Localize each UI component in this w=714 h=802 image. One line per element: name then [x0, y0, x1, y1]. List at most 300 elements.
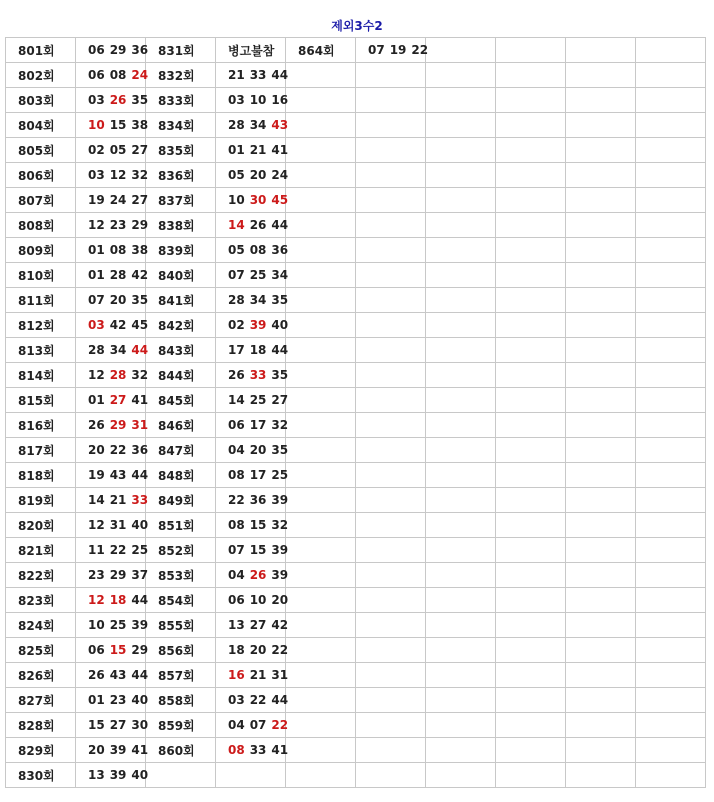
number: 08 [109, 243, 127, 257]
number: 01 [88, 693, 105, 707]
text-cell: 853회 [146, 563, 216, 588]
empty-cell [496, 388, 566, 413]
empty-cell [566, 713, 636, 738]
number: 38 [131, 243, 149, 257]
text-cell: 843회 [146, 338, 216, 363]
number: 03 [88, 93, 105, 107]
empty-cell [566, 88, 636, 113]
empty-cell [496, 188, 566, 213]
number: 08 [249, 243, 267, 257]
numbers-cell [76, 38, 149, 63]
empty-cell [426, 563, 496, 588]
text-cell: 820회 [6, 513, 76, 538]
number: 07 [88, 293, 105, 307]
number: 20 [249, 643, 267, 657]
empty-cell [356, 588, 426, 613]
table-row [6, 313, 706, 338]
text-cell: 838회 [146, 213, 216, 238]
numbers-cell [76, 363, 149, 388]
numbers-cell [216, 613, 289, 638]
empty-cell [566, 763, 636, 788]
numbers-cell [216, 388, 289, 413]
numbers-cell [216, 288, 289, 313]
number: 42 [131, 268, 149, 282]
empty-cell [636, 138, 706, 163]
number: 42 [109, 318, 127, 332]
numbers-cell [216, 213, 289, 238]
number: 33 [249, 68, 267, 82]
numbers-cell [216, 188, 289, 213]
empty-cell [636, 663, 706, 688]
number: 08 [228, 468, 245, 482]
numbers-cell [76, 238, 149, 263]
empty-cell [286, 538, 356, 563]
number: 41 [271, 743, 289, 757]
number: 44 [271, 68, 289, 82]
table-body [6, 38, 706, 788]
empty-cell [356, 763, 426, 788]
empty-cell [636, 263, 706, 288]
numbers-cell [76, 463, 149, 488]
number: 04 [228, 443, 245, 457]
text-cell: 810회 [6, 263, 76, 288]
text-cell: 833회 [146, 88, 216, 113]
text-cell: 827회 [6, 688, 76, 713]
highlighted-number: 18 [109, 593, 127, 607]
empty-cell [356, 288, 426, 313]
empty-cell [286, 388, 356, 413]
number: 34 [271, 268, 289, 282]
empty-cell [636, 88, 706, 113]
empty-cell [356, 138, 426, 163]
number: 23 [109, 693, 127, 707]
text-cell: 852회 [146, 538, 216, 563]
numbers-cell [216, 738, 289, 763]
empty-cell [496, 163, 566, 188]
numbers-cell [76, 763, 149, 788]
table-row [6, 63, 706, 88]
highlighted-number: 45 [271, 193, 289, 207]
empty-cell [286, 138, 356, 163]
text-cell: 858회 [146, 688, 216, 713]
number: 45 [131, 318, 149, 332]
empty-cell [496, 563, 566, 588]
numbers-cell [216, 713, 289, 738]
number: 20 [249, 168, 267, 182]
empty-cell [356, 63, 426, 88]
empty-cell [356, 538, 426, 563]
text-cell: 809회 [6, 238, 76, 263]
table-row [6, 363, 706, 388]
table-row [6, 638, 706, 663]
number: 34 [249, 293, 267, 307]
number: 05 [109, 143, 127, 157]
empty-cell [426, 638, 496, 663]
text-cell: 864회 [286, 38, 356, 63]
number: 25 [131, 543, 149, 557]
empty-cell [286, 713, 356, 738]
empty-cell [566, 588, 636, 613]
number: 26 [228, 368, 245, 382]
highlighted-number: 43 [271, 118, 289, 132]
empty-cell [496, 363, 566, 388]
empty-cell [356, 613, 426, 638]
number: 20 [249, 443, 267, 457]
number: 06 [88, 68, 105, 82]
empty-cell [356, 263, 426, 288]
number: 28 [109, 268, 127, 282]
number: 27 [271, 393, 289, 407]
numbers-cell [76, 413, 149, 438]
numbers-cell [76, 63, 149, 88]
number: 25 [271, 468, 289, 482]
number: 03 [228, 693, 245, 707]
table-row [6, 388, 706, 413]
text-cell: 823회 [6, 588, 76, 613]
empty-cell [636, 513, 706, 538]
empty-cell [356, 738, 426, 763]
number: 20 [88, 743, 105, 757]
number: 24 [109, 193, 127, 207]
text-cell: 821회 [6, 538, 76, 563]
numbers-cell [216, 638, 289, 663]
numbers-cell [76, 313, 149, 338]
empty-cell [426, 488, 496, 513]
empty-cell [426, 113, 496, 138]
text-cell: 801회 [6, 38, 76, 63]
table-row [6, 113, 706, 138]
number: 36 [271, 243, 289, 257]
empty-cell [636, 738, 706, 763]
highlighted-number: 33 [131, 493, 149, 507]
number: 37 [131, 568, 149, 582]
empty-cell [286, 288, 356, 313]
numbers-cell [76, 563, 149, 588]
empty-cell [356, 488, 426, 513]
number: 40 [131, 768, 149, 782]
empty-cell [636, 688, 706, 713]
empty-cell [286, 338, 356, 363]
highlighted-number: 29 [109, 418, 127, 432]
text-cell: 824회 [6, 613, 76, 638]
empty-cell [286, 588, 356, 613]
highlighted-number: 26 [249, 568, 267, 582]
highlighted-number: 12 [88, 593, 105, 607]
numbers-cell [216, 163, 289, 188]
empty-cell [566, 138, 636, 163]
text-cell: 828회 [6, 713, 76, 738]
number: 39 [109, 768, 127, 782]
numbers-cell [216, 538, 289, 563]
table-row [6, 688, 706, 713]
highlighted-number: 24 [131, 68, 149, 82]
number: 27 [109, 718, 127, 732]
text-cell: 848회 [146, 463, 216, 488]
numbers-cell [76, 638, 149, 663]
numbers-cell [216, 463, 289, 488]
empty-cell [496, 88, 566, 113]
number: 35 [131, 293, 149, 307]
text-cell: 805회 [6, 138, 76, 163]
text-cell: 851회 [146, 513, 216, 538]
empty-cell [496, 488, 566, 513]
number: 32 [271, 418, 289, 432]
empty-cell [426, 263, 496, 288]
empty-cell [356, 713, 426, 738]
number: 39 [271, 568, 289, 582]
number: 12 [109, 168, 127, 182]
text-cell: 811회 [6, 288, 76, 313]
empty-cell [496, 538, 566, 563]
table-row [6, 438, 706, 463]
number: 05 [228, 243, 245, 257]
number: 15 [249, 518, 267, 532]
empty-cell [286, 613, 356, 638]
empty-cell [566, 388, 636, 413]
number: 41 [131, 743, 149, 757]
number: 17 [249, 418, 267, 432]
empty-cell [636, 188, 706, 213]
number: 18 [249, 343, 267, 357]
number: 10 [249, 593, 267, 607]
text-cell: 855회 [146, 613, 216, 638]
empty-cell [426, 388, 496, 413]
highlighted-number: 14 [228, 218, 245, 232]
text-cell: 806회 [6, 163, 76, 188]
empty-cell [286, 163, 356, 188]
number: 06 [228, 418, 245, 432]
text-cell: 856회 [146, 638, 216, 663]
highlighted-number: 22 [271, 718, 289, 732]
number: 26 [88, 668, 105, 682]
number: 28 [228, 118, 245, 132]
empty-cell [356, 88, 426, 113]
number: 30 [131, 718, 149, 732]
numbers-cell [356, 38, 429, 63]
empty-cell [636, 613, 706, 638]
text-cell: 816회 [6, 413, 76, 438]
text-cell: 859회 [146, 713, 216, 738]
number: 06 [88, 643, 105, 657]
number: 19 [88, 193, 105, 207]
numbers-cell [216, 113, 289, 138]
number: 22 [411, 43, 429, 57]
empty-cell [426, 338, 496, 363]
empty-cell [636, 63, 706, 88]
empty-cell [426, 688, 496, 713]
number: 12 [88, 518, 105, 532]
empty-cell [286, 438, 356, 463]
numbers-cell [76, 588, 149, 613]
empty-cell [636, 488, 706, 513]
number: 32 [271, 518, 289, 532]
number: 15 [249, 543, 267, 557]
empty-cell [496, 463, 566, 488]
empty-cell [566, 463, 636, 488]
empty-cell [356, 188, 426, 213]
empty-cell [566, 188, 636, 213]
numbers-cell [76, 113, 149, 138]
highlighted-number: 15 [109, 643, 127, 657]
number: 08 [228, 518, 245, 532]
number: 22 [228, 493, 245, 507]
number: 31 [109, 518, 127, 532]
table-row [6, 163, 706, 188]
empty-cell [426, 163, 496, 188]
number: 31 [271, 668, 289, 682]
number: 40 [131, 693, 149, 707]
empty-cell [496, 613, 566, 638]
number: 29 [109, 568, 127, 582]
empty-cell [286, 688, 356, 713]
empty-cell [286, 113, 356, 138]
number: 29 [109, 43, 127, 57]
empty-cell [496, 263, 566, 288]
table-row [6, 513, 706, 538]
number: 40 [131, 518, 149, 532]
text-cell: 835회 [146, 138, 216, 163]
numbers-cell [216, 438, 289, 463]
empty-cell [286, 188, 356, 213]
text-cell: 841회 [146, 288, 216, 313]
table-row [6, 288, 706, 313]
empty-cell [286, 763, 356, 788]
number: 04 [228, 718, 245, 732]
number: 12 [88, 368, 105, 382]
number: 17 [228, 343, 245, 357]
empty-cell [286, 738, 356, 763]
empty-cell [636, 313, 706, 338]
empty-cell [566, 338, 636, 363]
empty-cell [566, 288, 636, 313]
empty-cell [636, 338, 706, 363]
numbers-cell [76, 138, 149, 163]
number: 02 [228, 318, 245, 332]
highlighted-number: 28 [109, 368, 127, 382]
text-cell: 839회 [146, 238, 216, 263]
empty-cell [636, 638, 706, 663]
page-title: 제외3수2 [331, 19, 383, 33]
highlighted-number: 08 [228, 743, 245, 757]
empty-cell [286, 213, 356, 238]
highlighted-number: 26 [109, 93, 127, 107]
numbers-cell [76, 688, 149, 713]
text-cell: 854회 [146, 588, 216, 613]
table-row [6, 538, 706, 563]
number: 44 [131, 593, 149, 607]
text-cell: 813회 [6, 338, 76, 363]
number: 21 [109, 493, 127, 507]
text-cell: 830회 [6, 763, 76, 788]
numbers-cell [76, 288, 149, 313]
empty-cell [356, 113, 426, 138]
number: 02 [88, 143, 105, 157]
number: 42 [271, 618, 289, 632]
text-cell: 837회 [146, 188, 216, 213]
numbers-cell [76, 263, 149, 288]
number: 07 [228, 268, 245, 282]
number: 39 [131, 618, 149, 632]
numbers-cell [216, 238, 289, 263]
number: 41 [271, 143, 289, 157]
number: 44 [271, 693, 289, 707]
empty-cell [496, 713, 566, 738]
number: 25 [249, 393, 267, 407]
text-cell: 병고불참 [216, 38, 286, 63]
number: 44 [271, 218, 289, 232]
highlighted-number: 33 [249, 368, 267, 382]
number: 16 [271, 93, 289, 107]
highlighted-number: 30 [249, 193, 267, 207]
text-cell: 829회 [6, 738, 76, 763]
number: 11 [88, 543, 105, 557]
empty-cell [566, 438, 636, 463]
text-cell: 860회 [146, 738, 216, 763]
empty-cell [566, 663, 636, 688]
text-cell: 822회 [6, 563, 76, 588]
number: 27 [131, 143, 149, 157]
empty-cell [496, 338, 566, 363]
number: 04 [228, 568, 245, 582]
table-row [6, 563, 706, 588]
number: 01 [228, 143, 245, 157]
text-cell: 808회 [6, 213, 76, 238]
table-row [6, 588, 706, 613]
number: 39 [271, 543, 289, 557]
number: 06 [88, 43, 105, 57]
numbers-cell [216, 263, 289, 288]
number: 25 [249, 268, 267, 282]
numbers-cell [216, 563, 289, 588]
empty-cell [356, 338, 426, 363]
empty-cell [146, 763, 216, 788]
text-cell: 836회 [146, 163, 216, 188]
empty-cell [636, 363, 706, 388]
empty-cell [496, 63, 566, 88]
number: 15 [88, 718, 105, 732]
number: 13 [88, 768, 105, 782]
empty-cell [566, 38, 636, 63]
numbers-cell [216, 138, 289, 163]
number: 35 [271, 293, 289, 307]
empty-cell [356, 238, 426, 263]
numbers-cell [216, 88, 289, 113]
numbers-cell [216, 488, 289, 513]
empty-cell [496, 38, 566, 63]
empty-cell [566, 238, 636, 263]
empty-cell [286, 238, 356, 263]
empty-cell [636, 563, 706, 588]
empty-cell [356, 663, 426, 688]
number: 22 [271, 643, 289, 657]
number: 20 [109, 293, 127, 307]
empty-cell [426, 38, 496, 63]
number: 13 [228, 618, 245, 632]
number: 32 [131, 368, 149, 382]
empty-cell [426, 513, 496, 538]
numbers-cell [76, 438, 149, 463]
text-cell: 832회 [146, 63, 216, 88]
empty-cell [286, 88, 356, 113]
number: 35 [271, 443, 289, 457]
empty-cell [566, 488, 636, 513]
empty-cell [216, 763, 286, 788]
number: 05 [228, 168, 245, 182]
number: 43 [109, 468, 127, 482]
numbers-cell [76, 163, 149, 188]
empty-cell [426, 738, 496, 763]
number: 18 [228, 643, 245, 657]
